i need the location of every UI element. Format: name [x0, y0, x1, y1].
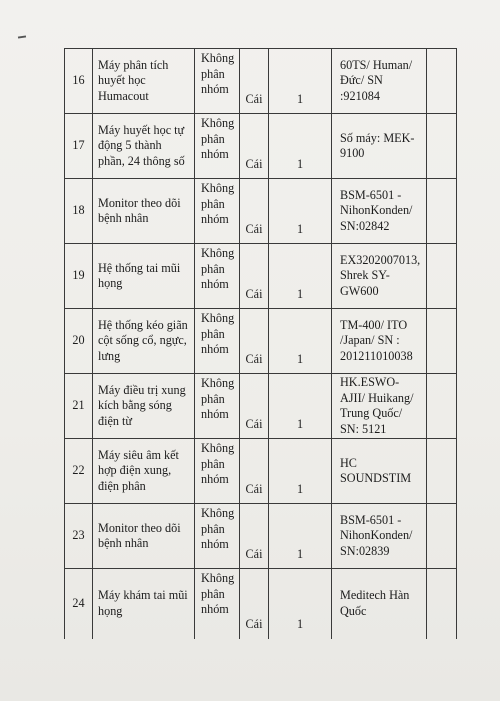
table-row: [65, 504, 457, 569]
unit: Cái: [240, 114, 269, 179]
unit: Cái: [240, 569, 269, 639]
row-number: 20: [65, 309, 93, 374]
table-row: [65, 374, 457, 439]
classification: Không phân nhóm: [195, 114, 240, 179]
row-number: 23: [65, 504, 93, 569]
quantity: 1: [269, 179, 332, 244]
row-number: 24: [65, 569, 93, 639]
table-row: [65, 309, 457, 374]
serial-note: HC SOUNDSTIM: [332, 439, 427, 504]
empty-cell: [427, 244, 457, 309]
serial-note: BSM-6501 - NihonKonden/ SN:02839: [332, 504, 427, 569]
empty-cell: [427, 309, 457, 374]
device-name: Hệ thống kéo giãn cột sống cổ, ngực, lưng: [93, 309, 195, 374]
empty-cell: [427, 114, 457, 179]
unit: Cái: [240, 374, 269, 439]
serial-note: Số máy: MEK-9100: [332, 114, 427, 179]
serial-note: 60TS/ Human/Đức/ SN :921084: [332, 49, 427, 114]
serial-note: TM-400/ ITO /Japan/ SN : 201211010038: [332, 309, 427, 374]
classification: Không phân nhóm: [195, 49, 240, 114]
empty-cell: [427, 179, 457, 244]
unit: Cái: [240, 309, 269, 374]
quantity: 1: [269, 309, 332, 374]
table-row: [65, 569, 457, 639]
classification: Không phân nhóm: [195, 374, 240, 439]
classification: Không phân nhóm: [195, 179, 240, 244]
unit: Cái: [240, 49, 269, 114]
empty-cell: [427, 374, 457, 439]
unit: Cái: [240, 179, 269, 244]
empty-cell: [427, 504, 457, 569]
device-name: Monitor theo dõi bệnh nhân: [93, 179, 195, 244]
table-row: [65, 439, 457, 504]
device-name: Máy phân tích huyết học Humacout: [93, 49, 195, 114]
empty-cell: [427, 439, 457, 504]
quantity: 1: [269, 569, 332, 639]
row-number: 18: [65, 179, 93, 244]
scan-mark: [18, 35, 26, 38]
quantity: 1: [269, 114, 332, 179]
device-name: Máy khám tai mũi họng: [93, 569, 195, 639]
table-row: [65, 179, 457, 244]
table-body: [65, 49, 457, 639]
row-number: 17: [65, 114, 93, 179]
serial-note: Meditech Hàn Quốc: [332, 569, 427, 639]
quantity: 1: [269, 504, 332, 569]
quantity: 1: [269, 439, 332, 504]
serial-note: HK.ESWO-AJII/ Huikang/ Trung Quốc/ SN: 5121: [332, 374, 427, 439]
classification: Không phân nhóm: [195, 439, 240, 504]
row-number: 22: [65, 439, 93, 504]
quantity: 1: [269, 374, 332, 439]
table-row: [65, 49, 457, 114]
device-name: Máy siêu âm kết hợp điện xung, điện phân: [93, 439, 195, 504]
empty-cell: [427, 49, 457, 114]
device-name: Monitor theo dõi bệnh nhân: [93, 504, 195, 569]
row-number: 16: [65, 49, 93, 114]
row-number: 21: [65, 374, 93, 439]
unit: Cái: [240, 244, 269, 309]
device-name: Máy huyết học tự động 5 thành phần, 24 thông số: [93, 114, 195, 179]
serial-note: BSM-6501 - NihonKonden/ SN:02842: [332, 179, 427, 244]
table-row: [65, 244, 457, 309]
serial-note: EX3202007013, Shrek SY-GW600: [332, 244, 427, 309]
classification: Không phân nhóm: [195, 569, 240, 639]
device-name: Hệ thống tai mũi họng: [93, 244, 195, 309]
classification: Không phân nhóm: [195, 504, 240, 569]
classification: Không phân nhóm: [195, 244, 240, 309]
table-row: [65, 114, 457, 179]
equipment-table: [64, 48, 457, 639]
row-number: 19: [65, 244, 93, 309]
classification: Không phân nhóm: [195, 309, 240, 374]
unit: Cái: [240, 439, 269, 504]
device-name: Máy điều trị xung kích bằng sóng điện từ: [93, 374, 195, 439]
empty-cell: [427, 569, 457, 639]
quantity: 1: [269, 244, 332, 309]
unit: Cái: [240, 504, 269, 569]
quantity: 1: [269, 49, 332, 114]
